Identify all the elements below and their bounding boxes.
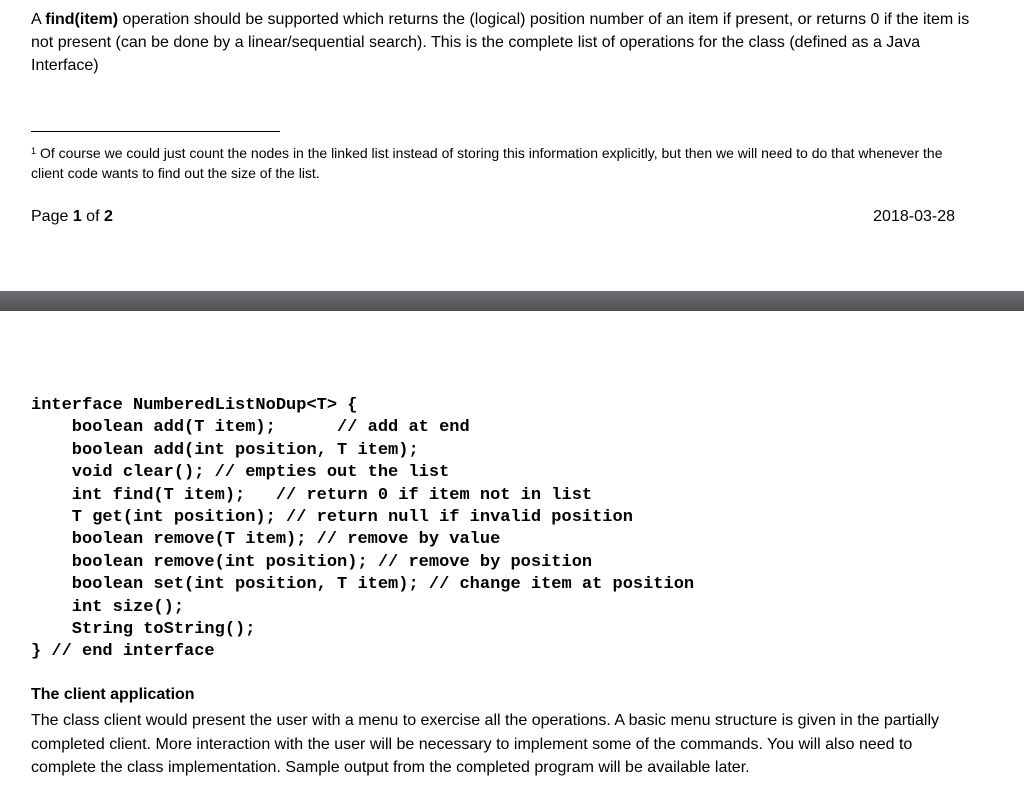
footnote-marker: 1: [31, 146, 37, 156]
client-paragraph: The class client would present the user with a menu to exercise all the operations. A basic menu structure is given in the partially completed client. More interaction with the user will be necessary to implement some of the commands. You will also need to complete the class implementation. Sample output from the completed program will be available later.: [31, 712, 940, 776]
code-line: boolean add(int position, T item);: [31, 440, 419, 460]
page-current: 1: [72, 208, 82, 225]
page-date: 2018-03-28: [873, 208, 955, 225]
code-line: boolean add(T item); // add at end: [31, 418, 470, 438]
footnote-text: Of course we could just count the nodes in the linked list instead of storing this information explicitly, but then we will need to do that whenever the client code wants to find out the size of the list.: [31, 145, 943, 181]
intro-rest: operation should be supported which returns the (logical) position number of an item if present, or returns 0 if the item is not present (can be done by a linear/sequential search). This is the complete list of operations for the class (defined as a Java Interface): [31, 11, 970, 74]
page-number: [31, 208, 113, 226]
code-line: void clear(); // empties out the list: [31, 463, 450, 483]
code-line: boolean set(int position, T item); // change item at position: [31, 575, 695, 595]
code-line: String toString();: [31, 619, 256, 639]
footnote-separator: [31, 131, 280, 132]
code-line: boolean remove(int position); // remove by position: [31, 552, 593, 572]
intro-paragraph: [31, 8, 971, 77]
code-line: } // end interface: [31, 642, 215, 662]
footnote: [31, 143, 971, 183]
code-line: int size();: [31, 597, 185, 617]
page-break-divider: [0, 291, 1024, 311]
code-block: [31, 395, 694, 664]
intro-prefix: A: [31, 11, 46, 28]
code-line: int find(T item); // return 0 if item not in list: [31, 485, 593, 505]
page-total: 2: [103, 208, 113, 225]
code-line: T get(int position); // return null if invalid position: [31, 507, 633, 527]
intro-bold-term: find(item): [45, 11, 119, 28]
client-heading: The client application: [31, 686, 195, 703]
code-line: boolean remove(T item); // remove by value: [31, 530, 501, 550]
code-line: interface NumberedListNoDup<T> {: [31, 396, 358, 415]
page-of: of: [81, 208, 104, 225]
page-label: Page: [31, 208, 73, 225]
